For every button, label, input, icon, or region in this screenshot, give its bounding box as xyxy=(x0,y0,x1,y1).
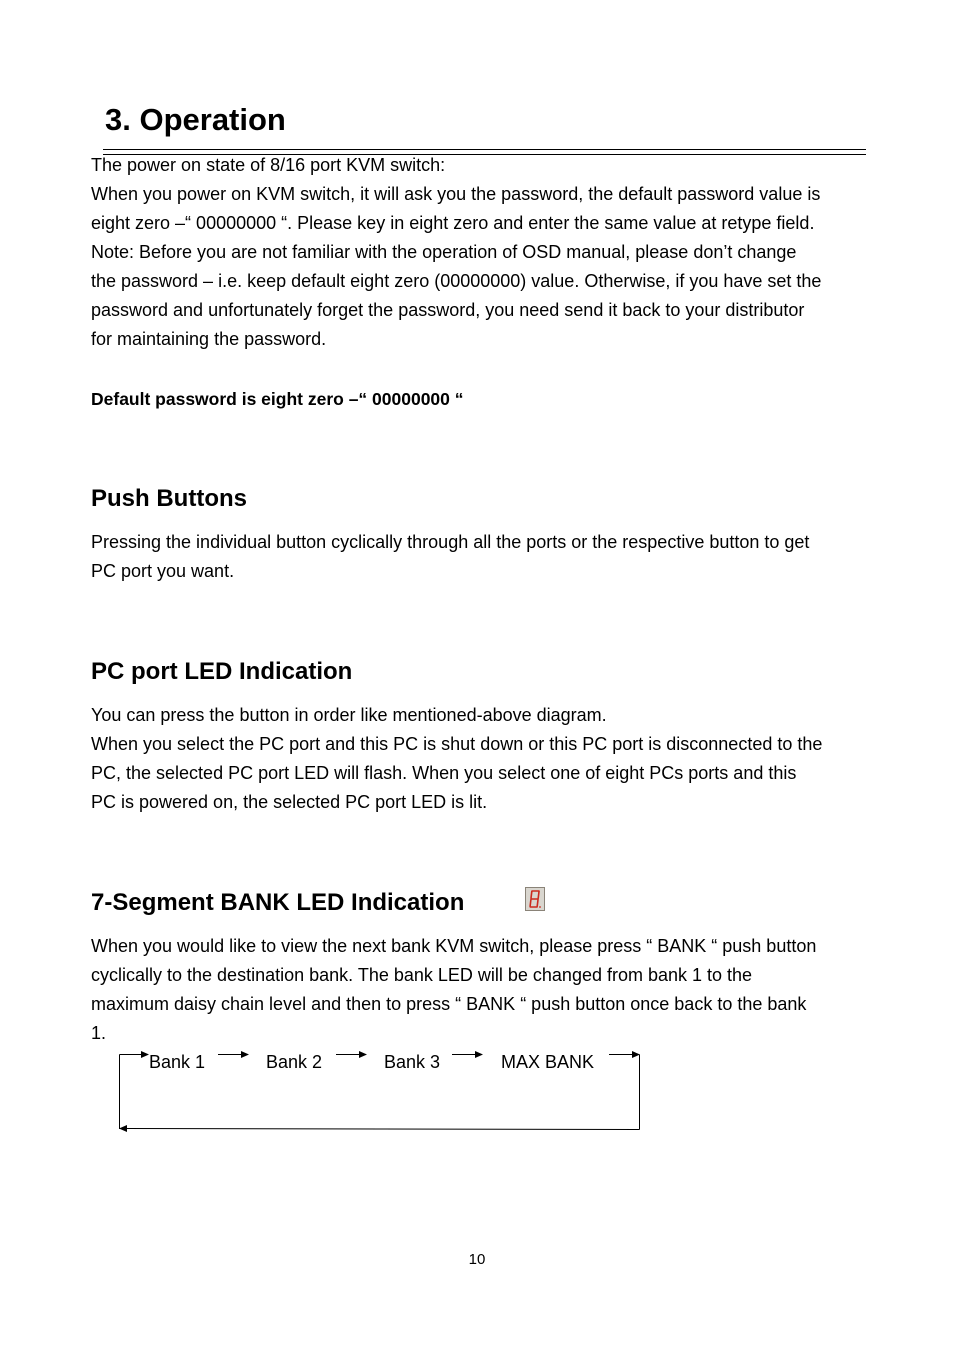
bank-led-line: 1. xyxy=(91,1023,107,1043)
arrowhead-icon xyxy=(119,1125,127,1132)
intro-line: password and unfortunately forget the password, you need send it back to your distributor xyxy=(91,300,805,320)
bank-led-heading: 7-Segment BANK LED Indication xyxy=(91,889,465,916)
push-buttons-heading: Push Buttons xyxy=(91,485,247,512)
pc-led-line: You can press the button in order like mentioned-above diagram. xyxy=(91,705,607,725)
intro-line: the password – i.e. keep default eight zero (00000000) value. Otherwise, if you have set the xyxy=(91,271,822,291)
arrowhead-icon xyxy=(475,1051,483,1058)
arrowhead-icon xyxy=(241,1051,249,1058)
pc-led-heading: PC port LED Indication xyxy=(91,658,353,685)
intro-line: The power on state of 8/16 port KVM switch: xyxy=(91,155,446,175)
section-title: 3. Operation xyxy=(105,102,286,137)
page-number: 10 xyxy=(468,1251,486,1268)
bank-led-line: cyclically to the destination bank. The bank LED will be changed from bank 1 to the xyxy=(91,965,753,985)
pc-led-line: PC is powered on, the selected PC port LED is lit. xyxy=(91,792,488,812)
intro-line: Note: Before you are not familiar with the operation of OSD manual, please don’t change xyxy=(91,242,797,262)
arrowhead-icon xyxy=(632,1051,640,1058)
intro-line: for maintaining the password. xyxy=(91,329,327,349)
default-password-note: Default password is eight zero –“ 00000000 “ xyxy=(91,389,464,409)
pc-led-line: PC, the selected PC port LED will flash. When you select one of eight PCs ports and this xyxy=(91,763,797,783)
bank-label-3: Bank 3 xyxy=(384,1052,441,1072)
push-buttons-line: PC port you want. xyxy=(91,561,235,581)
push-buttons-line: Pressing the individual button cyclically through all the ports or the respective button to get xyxy=(91,532,810,552)
bank-led-line: maximum daisy chain level and then to press “ BANK “ push button once back to the bank xyxy=(91,994,807,1014)
bank-led-line: When you would like to view the next bank KVM switch, please press “ BANK “ push button xyxy=(91,936,817,956)
arrowhead-icon xyxy=(359,1051,367,1058)
bank-label-2: Bank 2 xyxy=(266,1052,323,1072)
bank-label-max: MAX BANK xyxy=(501,1052,595,1072)
arrowhead-icon xyxy=(141,1051,149,1058)
bank-label-1: Bank 1 xyxy=(149,1052,206,1072)
diagram-return-line xyxy=(126,1129,640,1130)
intro-line: eight zero –“ 00000000 “. Please key in eight zero and enter the same value at retype field. xyxy=(91,213,815,233)
pc-led-line: When you select the PC port and this PC is shut down or this PC port is disconnected to the xyxy=(91,734,823,754)
intro-line: When you power on KVM switch, it will ask you the password, the default password value is xyxy=(91,184,821,204)
